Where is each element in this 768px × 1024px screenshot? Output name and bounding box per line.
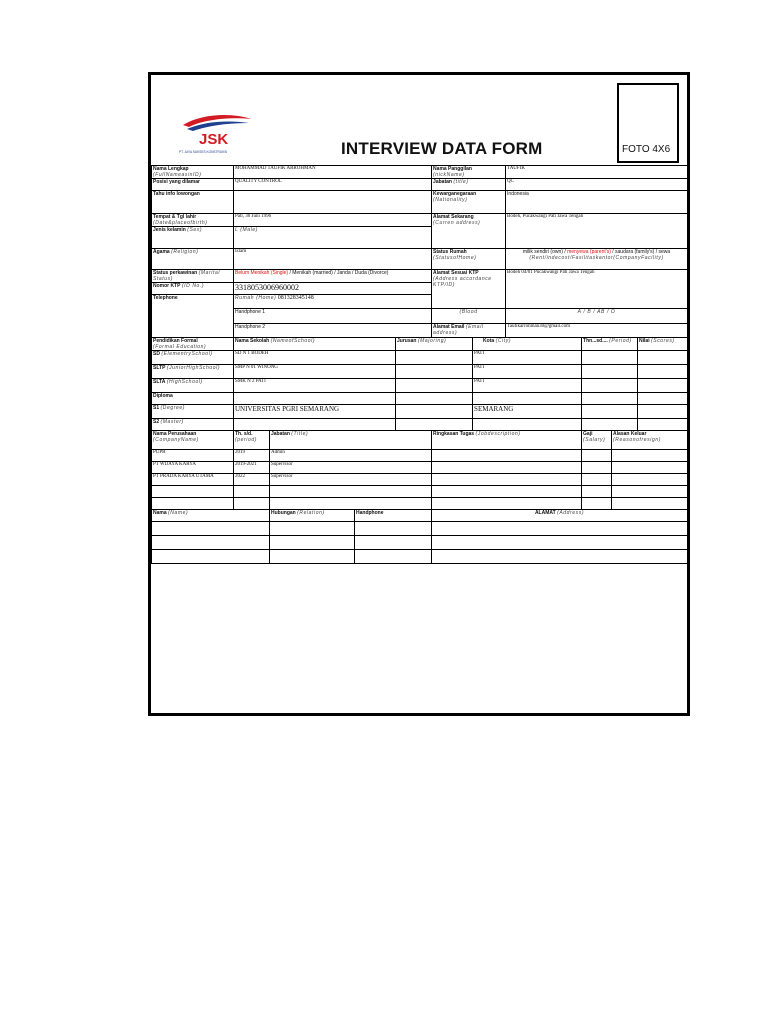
family-name-header: Nama (Name) <box>152 510 270 522</box>
education-score[interactable] <box>638 379 688 393</box>
education-major[interactable] <box>396 405 473 419</box>
home-phone[interactable]: Rumah (Home) 081328345148 <box>234 295 432 309</box>
family-phone[interactable] <box>355 536 432 550</box>
svg-text:JSK: JSK <box>199 131 229 148</box>
religion-label: Agama (Religion) <box>152 249 234 270</box>
work-title[interactable] <box>270 486 432 498</box>
education-period[interactable] <box>582 351 638 365</box>
family-name[interactable] <box>152 522 270 536</box>
work-salary[interactable] <box>582 462 612 474</box>
work-period[interactable]: 2019-2021 <box>234 462 270 474</box>
job-header: Ringkasan Tugas (Jobdescription) <box>432 431 582 450</box>
family-row <box>152 522 688 536</box>
education-school[interactable]: SMP N 01 WINONG <box>234 365 396 379</box>
education-level: Diploma <box>152 393 234 405</box>
education-score[interactable] <box>638 393 688 405</box>
education-period[interactable] <box>582 379 638 393</box>
vacancy-label: Tahu info lowongan <box>152 191 234 214</box>
address-label: Alamat Sekarang (Curren address) <box>432 214 506 249</box>
school-header: Nama Sekolah (NameofSchool) <box>234 338 396 351</box>
company-header: Nama Perusahaan (CompanyName) <box>152 431 234 450</box>
family-address[interactable] <box>432 550 688 564</box>
family-relation[interactable] <box>270 522 355 536</box>
work-salary[interactable] <box>582 474 612 486</box>
work-job[interactable] <box>432 474 582 486</box>
work-row <box>152 462 688 474</box>
interview-form <box>148 72 690 716</box>
sex-label: Jenis kelamin (Sex) <box>152 227 234 249</box>
education-city[interactable] <box>473 419 582 431</box>
work-company[interactable] <box>152 486 234 498</box>
marital-options[interactable]: Belum Menikah (Single) / Menikah (married) / Janda / Duda (Divorce) <box>234 270 432 283</box>
work-company[interactable]: PT WIJAYA KARYA <box>152 462 234 474</box>
education-score[interactable] <box>638 365 688 379</box>
work-title[interactable]: Admin <box>270 450 432 462</box>
education-major[interactable] <box>396 393 473 405</box>
work-company[interactable] <box>152 498 234 510</box>
education-school[interactable] <box>234 393 396 405</box>
education-period[interactable] <box>582 405 638 419</box>
title-value[interactable]: QC <box>506 179 688 191</box>
education-major[interactable] <box>396 365 473 379</box>
form-table <box>151 165 688 564</box>
education-level: SLTP (JuniorHighSchool) <box>152 365 234 379</box>
nick-label: Nama Panggilan (nickName) <box>432 166 506 179</box>
vacancy-value[interactable] <box>234 191 432 214</box>
work-job[interactable] <box>432 486 582 498</box>
work-title[interactable] <box>270 498 432 510</box>
work-reason[interactable] <box>612 474 688 486</box>
education-school[interactable]: UNIVERSITAS PGRI SEMARANG <box>234 405 396 419</box>
education-school[interactable]: SMK N 2 PATI <box>234 379 396 393</box>
ktp-address-value[interactable]: Bodeh 04/01 Pucakwangi Pati Jawa Tengah <box>506 270 688 309</box>
major-header: Jurusan (Majoring) <box>396 338 473 351</box>
full-name-value[interactable]: MOHAMMAD TAUFIK ARROHMAN <box>234 166 432 179</box>
family-phone[interactable] <box>355 550 432 564</box>
education-city[interactable]: SEMARANG <box>473 405 582 419</box>
score-header: Nilai (Scores) <box>638 338 688 351</box>
family-address[interactable] <box>432 522 688 536</box>
position-value[interactable]: QUALITY CONTROL <box>234 179 432 191</box>
education-major[interactable] <box>396 351 473 365</box>
blood-options[interactable]: A / B / AB / O <box>506 309 688 324</box>
education-row <box>152 393 688 405</box>
company-logo <box>173 111 253 155</box>
svg-text:PT. JAYA SUKSES KONSTRUKSI: PT. JAYA SUKSES KONSTRUKSI <box>179 150 228 154</box>
sex-value[interactable]: L (Male) <box>234 227 432 249</box>
education-score[interactable] <box>638 419 688 431</box>
birth-label: Tempat & Tgl lahir (Date&placeofbirth) <box>152 214 234 227</box>
email-value[interactable]: Taufikarrohman30@gmail.com <box>506 324 688 338</box>
education-city[interactable] <box>473 393 582 405</box>
family-relation[interactable] <box>270 550 355 564</box>
education-city[interactable]: PATI <box>473 379 582 393</box>
work-salary[interactable] <box>582 498 612 510</box>
work-title[interactable]: Supervisor <box>270 474 432 486</box>
education-row <box>152 351 688 365</box>
family-relation[interactable] <box>270 536 355 550</box>
family-phone-header: Handphone <box>355 510 432 522</box>
ktp-label: Nomor KTP (ID No.) <box>152 283 234 295</box>
education-level: SD (ElementrySchool) <box>152 351 234 365</box>
family-phone[interactable] <box>355 522 432 536</box>
full-name-label: Nama Lengkap (FullNameasinID) <box>152 166 234 179</box>
work-period[interactable] <box>234 498 270 510</box>
nationality-value[interactable]: Indonesia <box>506 191 688 214</box>
ktp-value[interactable]: 3318053006960002 <box>234 283 432 295</box>
education-school[interactable]: SD N 1 BODEH <box>234 351 396 365</box>
work-job[interactable] <box>432 450 582 462</box>
photo-label: FOTO 4X6 <box>622 144 671 155</box>
family-address-header: ALAMAT (Address) <box>432 510 688 522</box>
hp2-label[interactable]: Handphone 2 <box>234 324 432 338</box>
education-row <box>152 379 688 393</box>
hp1-label[interactable]: Handphone 1 <box>234 309 432 324</box>
position-label: Posisi yang dilamar <box>152 179 234 191</box>
work-company[interactable]: PUPR <box>152 450 234 462</box>
marital-label: Status perkawinan (Marital Status) <box>152 270 234 283</box>
family-relation-header: Hubungan (Relation) <box>270 510 355 522</box>
period-header: Thn...sd.... (Period) <box>582 338 638 351</box>
education-major[interactable] <box>396 419 473 431</box>
work-row <box>152 450 688 462</box>
family-address[interactable] <box>432 536 688 550</box>
salary-header: Gaji (Salary) <box>582 431 612 450</box>
title-label: Jabatan (title) <box>432 179 506 191</box>
education-city[interactable]: PATI <box>473 351 582 365</box>
education-score[interactable] <box>638 351 688 365</box>
work-reason[interactable] <box>612 462 688 474</box>
address-value[interactable]: Bodeh, Pucakwangi Pati Jawa Tengah <box>506 214 688 249</box>
ktp-address-label: Alamat Sesuai KTP (Address accordance KTP/ID) <box>432 270 506 309</box>
education-row <box>152 365 688 379</box>
form-title: INTERVIEW DATA FORM <box>341 139 543 158</box>
religion-value[interactable]: Islam <box>234 249 432 270</box>
work-reason[interactable] <box>612 450 688 462</box>
education-score[interactable] <box>638 405 688 419</box>
home-status-options[interactable]: milik sendiri (own) / menyewa (parent's) / saudara (family's) / sewa (Rent/indecost/Fasilitaskantor(CompanyFacility) <box>506 249 688 270</box>
work-row <box>152 498 688 510</box>
work-period[interactable]: 2019 <box>234 450 270 462</box>
work-salary[interactable] <box>582 450 612 462</box>
work-row <box>152 474 688 486</box>
work-period[interactable] <box>234 486 270 498</box>
work-period[interactable]: 2022 <box>234 474 270 486</box>
work-row <box>152 486 688 498</box>
work-job[interactable] <box>432 498 582 510</box>
family-row <box>152 536 688 550</box>
nick-value[interactable]: TAUFIK <box>506 166 688 179</box>
education-level: SLTA (HighSchool) <box>152 379 234 393</box>
education-period[interactable] <box>582 393 638 405</box>
photo-box <box>617 83 679 163</box>
work-company[interactable]: PT PRADA KARYA UTAMA <box>152 474 234 486</box>
family-row <box>152 550 688 564</box>
reason-header: Alasan Keluar (Reasonofresign) <box>612 431 688 450</box>
education-row <box>152 419 688 431</box>
work-title-header: Jabatan (Title) <box>270 431 432 450</box>
birth-value[interactable]: Pati, 30 Juni 1996 <box>234 214 432 227</box>
work-title[interactable]: Supervisor <box>270 462 432 474</box>
education-period[interactable] <box>582 419 638 431</box>
work-reason[interactable] <box>612 498 688 510</box>
work-salary[interactable] <box>582 486 612 498</box>
nationality-label: Kewarganegaraan (Nationality) <box>432 191 506 214</box>
work-reason[interactable] <box>612 486 688 498</box>
education-major[interactable] <box>396 379 473 393</box>
family-name[interactable] <box>152 536 270 550</box>
education-level: S1 (Degree) <box>152 405 234 419</box>
education-school[interactable] <box>234 419 396 431</box>
education-city[interactable]: PATI <box>473 365 582 379</box>
blood-label: (Blood <box>432 309 506 324</box>
city-header: Kota (City) <box>473 338 582 351</box>
education-label: Pendidikan Formal (Formal Education) <box>152 338 234 351</box>
phone-label: Telephone <box>152 295 234 338</box>
work-job[interactable] <box>432 462 582 474</box>
home-status-label: Status Rumah (StatusofHome) <box>432 249 506 270</box>
email-label: Alamat Email (Email address) <box>432 324 506 338</box>
education-level: S2 (Master) <box>152 419 234 431</box>
education-row <box>152 405 688 419</box>
work-period-header: Th. s/d. (period) <box>234 431 270 450</box>
education-period[interactable] <box>582 365 638 379</box>
family-name[interactable] <box>152 550 270 564</box>
